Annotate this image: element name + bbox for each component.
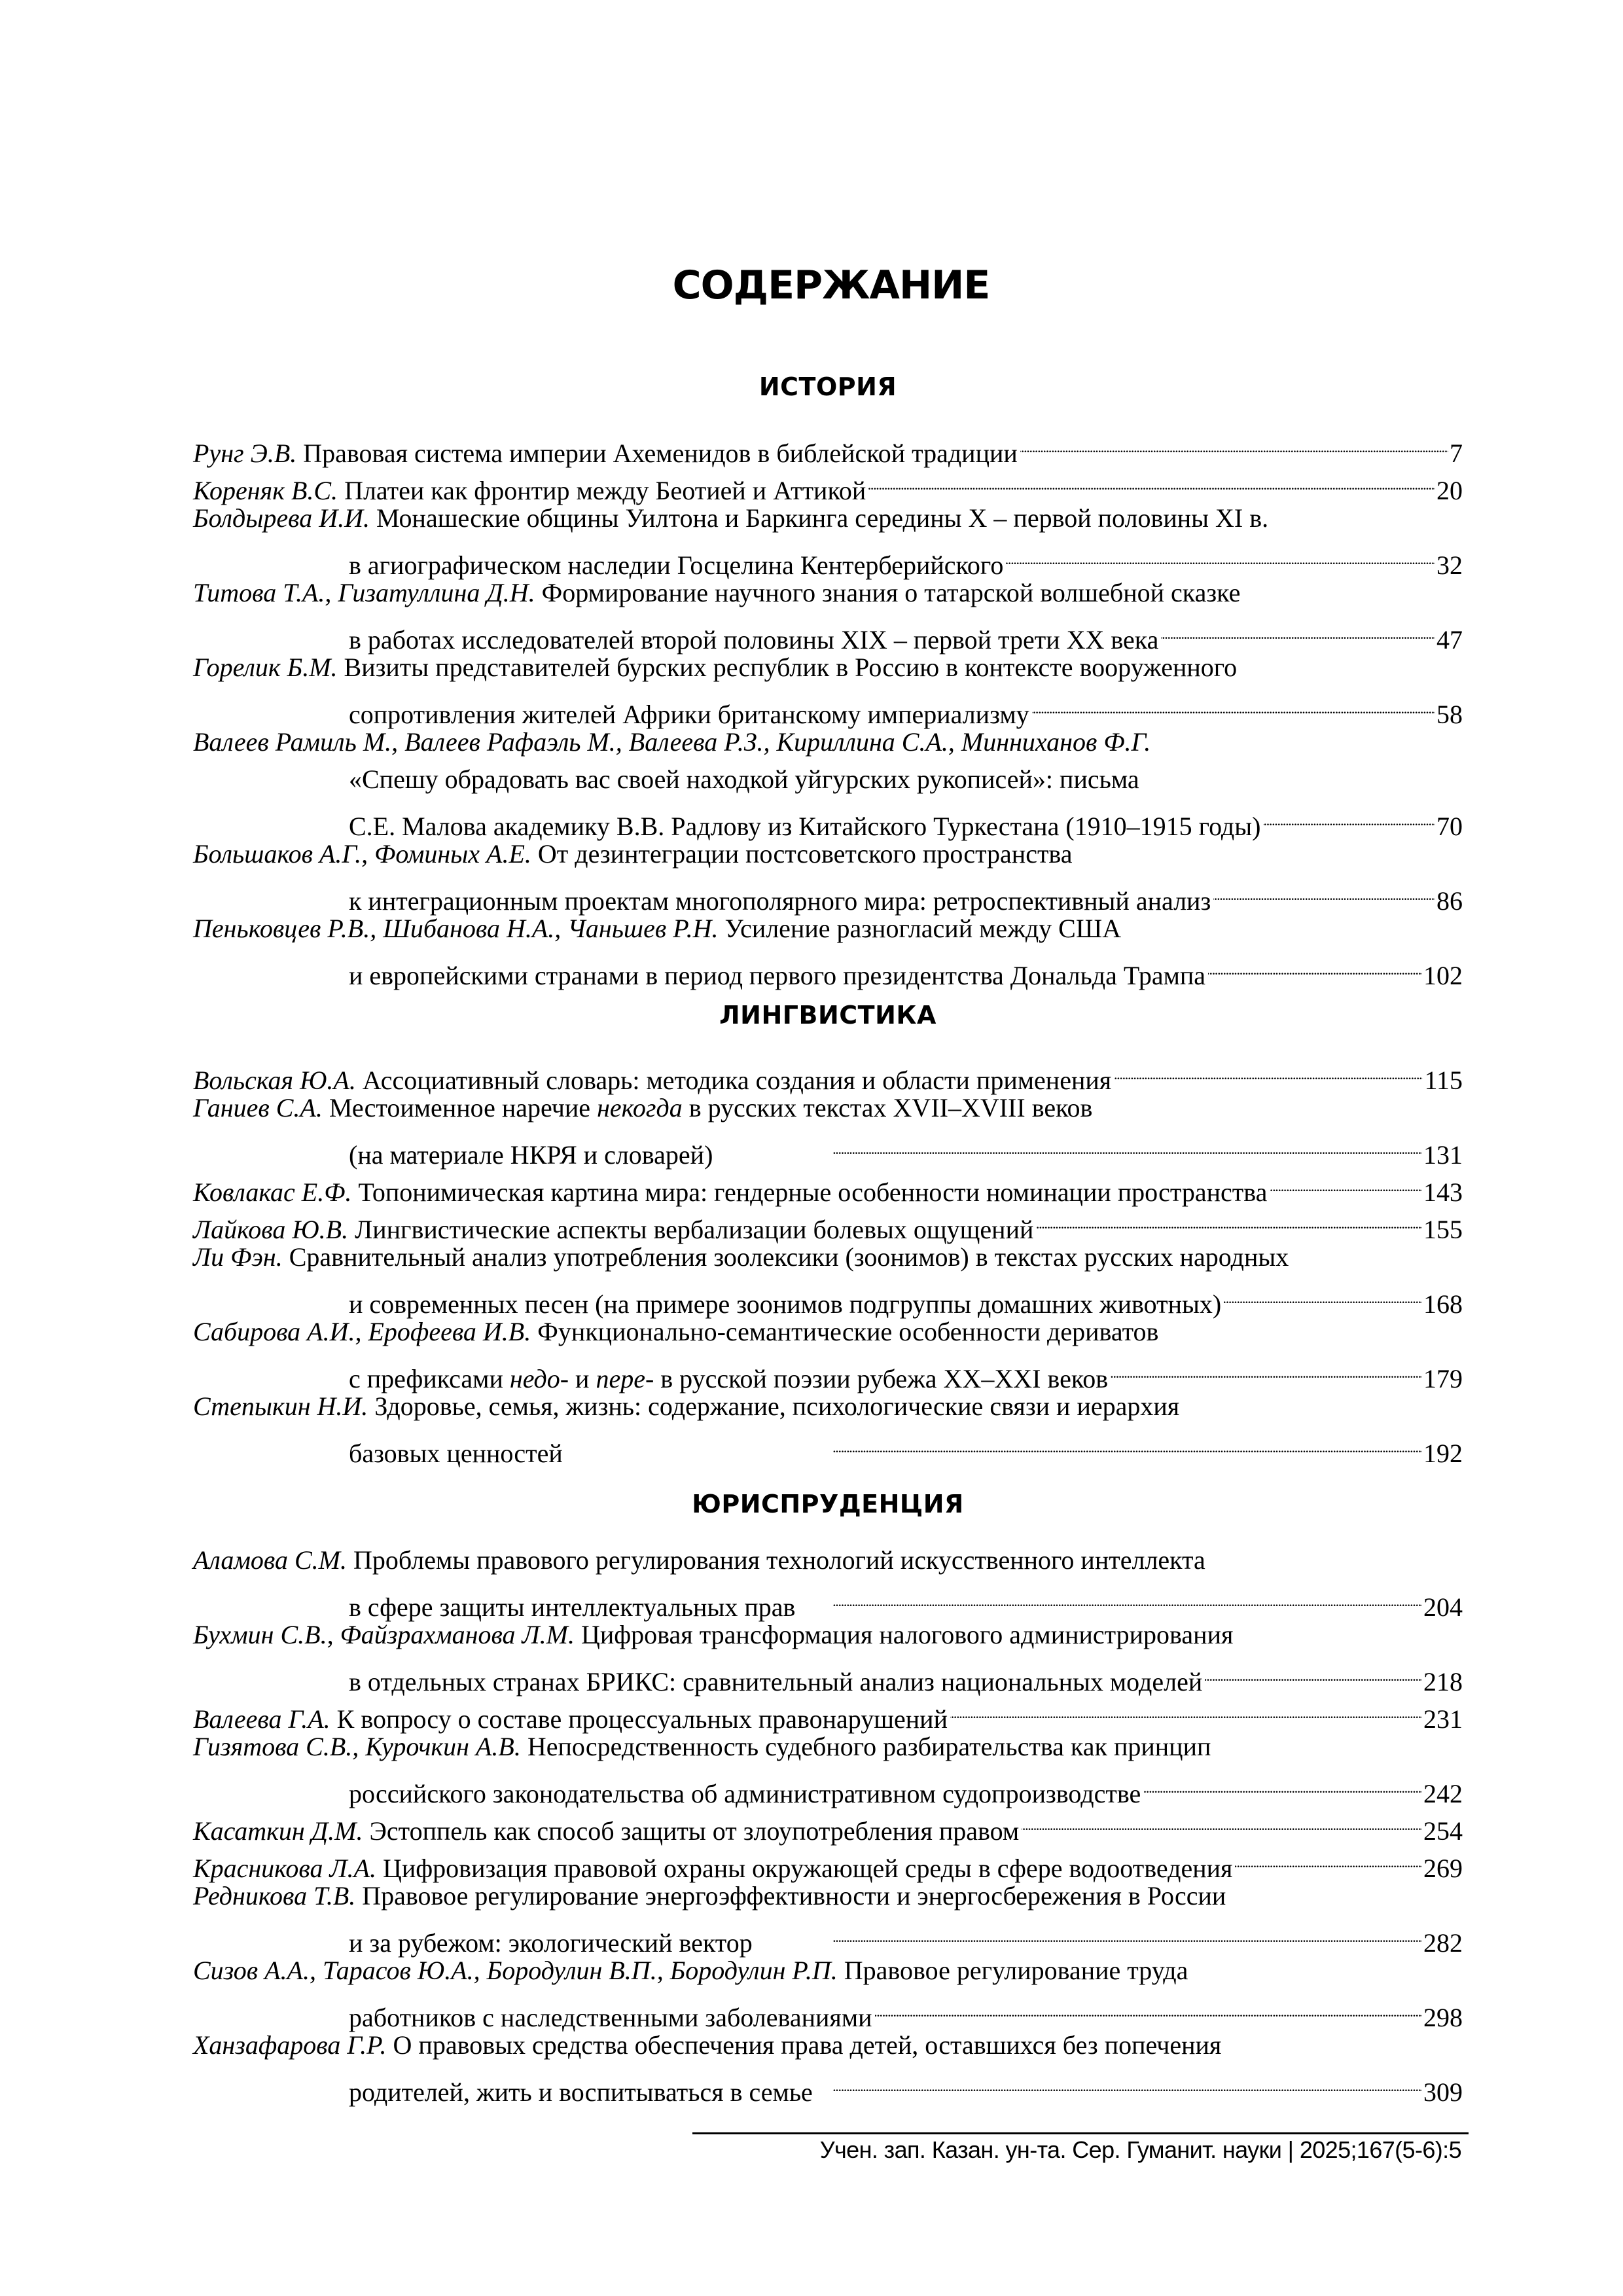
dot-leader	[1111, 1350, 1422, 1388]
toc-entry[interactable]	[193, 499, 1463, 580]
entry-first-line	[193, 1164, 1463, 1207]
entry-page-number[interactable]: 143	[1423, 1177, 1463, 1207]
entry-title-italic-term: пере-	[596, 1364, 654, 1393]
entry-continuation-line	[193, 2064, 1463, 2107]
entry-title-text: к интеграционным проектам многополярного мира: ретроспективный анализ	[349, 886, 1211, 916]
entry-first-line	[193, 1616, 1463, 1653]
entry-title-text: Усиление разногласий между США	[724, 914, 1122, 943]
entry-first-line	[193, 723, 1463, 761]
entry-page-number[interactable]: 282	[1423, 1928, 1463, 1958]
entry-authors: Титова Т.А., Гизатуллина Д.Н.	[193, 578, 535, 607]
toc-entry[interactable]	[193, 1803, 1463, 1846]
entry-page-number[interactable]: 20	[1436, 476, 1463, 505]
toc-entry[interactable]	[193, 1728, 1463, 1808]
entry-title	[349, 957, 1205, 994]
section-heading: ИСТОРИЯ	[758, 372, 897, 401]
entry-title-text: и европейскими странами в период первого президентства Дональда Трампа	[349, 961, 1206, 990]
entry-authors: Сабирова А.И., Ерофеева И.В.	[193, 1317, 531, 1346]
entry-title-text: Сравнительный анализ употребления зоолексики (зоонимов) в текстах русских народных	[289, 1242, 1289, 1272]
entry-first-line	[193, 499, 1463, 537]
entry-authors: Ханзафарова Г.Р.	[193, 2030, 387, 2060]
entry-authors: Ковлакас Е.Ф.	[193, 1177, 352, 1207]
toc-entry[interactable]	[193, 910, 1463, 990]
entry-title-text: Лингвистические аспекты вербализации болевых ощущений	[355, 1215, 1034, 1244]
entry-title-text: и за рубежом: экологический вектор	[349, 1928, 753, 1958]
entry-first-line	[193, 1952, 1463, 1989]
toc-entry[interactable]	[193, 1691, 1463, 1734]
toc-entry[interactable]	[193, 1877, 1463, 1958]
entry-title-text: Здоровье, семья, жизнь: содержание, психологические связи и иерархия	[374, 1391, 1180, 1421]
entry-title-text: сопротивления жителей Африки британскому империализму	[349, 700, 1029, 729]
toc-entry[interactable]	[193, 1052, 1463, 1095]
entry-title-text: Монашеские общины Уилтона и Баркинга середины X – первой половины XI в.	[376, 503, 1269, 533]
entry-continuation-line	[193, 1765, 1463, 1808]
entry-continuation-line	[193, 1989, 1463, 2032]
entry-authors: Горелик Б.М.	[193, 653, 338, 682]
entry-title-text: (на материале НКРЯ и словарей)	[349, 1140, 713, 1170]
entry-first-line	[193, 1803, 1463, 1846]
entry-page-number[interactable]: 218	[1423, 1667, 1463, 1696]
toc-entry[interactable]	[193, 574, 1463, 655]
entry-first-line	[193, 1877, 1463, 1914]
toc-entry[interactable]	[193, 835, 1463, 916]
entry-page-number[interactable]: 32	[1436, 550, 1463, 580]
entry-title	[349, 2073, 813, 2111]
entry-first-line	[193, 910, 1463, 947]
entry-title	[349, 761, 1139, 798]
entry-title	[193, 1728, 1211, 1765]
entry-page-number[interactable]: 192	[1423, 1439, 1463, 1468]
entry-page-number[interactable]: 70	[1436, 812, 1463, 841]
entry-title-text: в русских текстах XVII–XVIII веков	[682, 1093, 1093, 1122]
entry-authors: Пеньковцев Р.В., Шибанова Н.А., Чаньшев Р.Н.	[193, 914, 719, 943]
entry-continuation-line	[193, 1126, 1463, 1170]
entry-authors: Ли Фэн.	[193, 1242, 283, 1272]
dot-leader	[565, 1425, 1422, 1462]
entry-continuation-line	[193, 798, 1463, 841]
entry-authors: Валеев Рамиль М., Валеев Рафаэль М., Валеева Р.З., Кириллина С.А., Минниханов Ф.Г.	[193, 727, 1151, 757]
toc-entry[interactable]	[193, 649, 1463, 729]
entry-authors: Степыкин Н.И.	[193, 1391, 368, 1421]
dot-leader	[1036, 1201, 1422, 1238]
entry-page-number[interactable]: 131	[1423, 1140, 1463, 1170]
dot-leader	[1020, 425, 1448, 462]
footer-citation	[820, 2135, 1461, 2165]
entry-title	[193, 1388, 1179, 1425]
entry-title-text: российского законодательства об административном судопроизводстве	[349, 1779, 1141, 1808]
entry-page-number[interactable]: 86	[1436, 886, 1463, 916]
dot-leader	[1006, 537, 1435, 574]
entry-continuation-line	[193, 537, 1463, 580]
entry-title	[193, 910, 1121, 947]
entry-page-number[interactable]: 115	[1424, 1066, 1463, 1095]
entry-title	[193, 723, 1150, 761]
toc-entry[interactable]	[193, 1616, 1463, 1696]
entry-first-line	[193, 835, 1463, 872]
dot-leader	[1235, 1840, 1422, 1877]
entry-title	[193, 1541, 1205, 1579]
dot-leader	[1161, 611, 1435, 649]
entry-authors: Вольская Ю.А.	[193, 1066, 356, 1095]
dot-leader	[868, 462, 1435, 499]
dot-leader	[1143, 1765, 1422, 1803]
toc-entry[interactable]	[193, 1313, 1463, 1393]
entry-first-line	[193, 1313, 1463, 1350]
entry-first-line	[193, 1691, 1463, 1734]
dot-leader	[1213, 872, 1435, 910]
entry-first-line	[193, 425, 1463, 468]
entry-title-text: базовых ценностей	[349, 1439, 563, 1468]
entry-title-text: Правовая система империи Ахеменидов в библейской традиции	[303, 439, 1018, 468]
entry-authors: Лайкова Ю.В.	[193, 1215, 349, 1244]
entry-authors: Гизятова С.В., Курочкин А.В.	[193, 1732, 521, 1761]
dot-leader	[815, 2064, 1422, 2101]
toc-entry[interactable]	[193, 723, 1463, 841]
entry-first-line	[193, 1728, 1463, 1765]
entry-continuation-line	[193, 947, 1463, 990]
entry-authors: Большаков А.Г., Фоминых А.Е.	[193, 839, 531, 869]
entry-title	[193, 649, 1237, 686]
entry-authors: Бухмин С.В., Файзрахманова Л.М.	[193, 1620, 575, 1649]
entry-title	[193, 1952, 1188, 1989]
entry-title	[193, 2026, 1221, 2064]
entry-page-number[interactable]: 58	[1436, 700, 1463, 729]
entry-first-line	[193, 1089, 1463, 1126]
toc-entry[interactable]	[193, 1541, 1463, 1622]
entry-title	[193, 1089, 1092, 1126]
entry-title-text: Функционально-семантические особенности дериватов	[537, 1317, 1159, 1346]
entry-first-line	[193, 1052, 1463, 1095]
entry-title-text: в работах исследователей второй половины XIX – первой трети XX века	[349, 625, 1159, 655]
section-entries	[193, 425, 1463, 990]
toc-entry[interactable]	[193, 1238, 1463, 1319]
footer-issue: 2025;167(5-6):5	[1299, 2136, 1461, 2163]
entry-continuation-line	[193, 761, 1463, 798]
entry-title-text: и современных песен (на примере зоонимов подгруппы домашних животных)	[349, 1289, 1222, 1319]
entry-title-text: «Спешу обрадовать вас своей находкой уйгурских рукописей»: письма	[349, 764, 1139, 794]
entry-title-text: и	[569, 1364, 596, 1393]
entry-title	[193, 574, 1240, 611]
entry-first-line	[193, 1388, 1463, 1425]
entry-continuation-line	[193, 611, 1463, 655]
entry-page-number[interactable]: 254	[1423, 1816, 1463, 1846]
entry-title-text: родителей, жить и воспитываться в семье	[349, 2077, 813, 2107]
dot-leader	[1032, 686, 1435, 723]
entry-first-line	[193, 2026, 1463, 2064]
entry-page-number[interactable]: 168	[1423, 1289, 1463, 1319]
entry-title-italic-term: некогда	[597, 1093, 683, 1122]
footer-journal: Учен. зап. Казан. ун-та. Сер. Гуманит. науки	[819, 2136, 1282, 2163]
entry-authors: Валеева Г.А.	[193, 1704, 330, 1734]
entry-continuation-line	[193, 1425, 1463, 1468]
entry-title	[193, 835, 1073, 872]
entry-authors: Аламова С.М.	[193, 1545, 347, 1575]
page-title: СОДЕРЖАНИЕ	[672, 262, 990, 308]
dot-leader	[875, 1989, 1422, 2026]
toc-entry[interactable]	[193, 1388, 1463, 1468]
entry-title-text: Проблемы правового регулирования технологий искусственного интеллекта	[353, 1545, 1205, 1575]
entry-title-text: Правовое регулирование труда	[844, 1956, 1188, 1985]
entry-authors: Касаткин Д.М.	[193, 1816, 363, 1846]
entry-title-text: Цифровизация правовой охраны окружающей среды в сфере водоотведения	[382, 1854, 1233, 1883]
entry-authors: Болдырева И.И.	[193, 503, 370, 533]
entry-title-text: Визиты представителей бурских республик в Россию в контексте вооруженного	[344, 653, 1238, 682]
dot-leader	[1114, 1052, 1423, 1089]
entry-title-text: Цифровая трансформация налогового администрирования	[580, 1620, 1234, 1649]
entry-title-italic-term: недо-	[509, 1364, 569, 1393]
dot-leader	[798, 1579, 1422, 1616]
toc-entry[interactable]	[193, 2026, 1463, 2107]
entry-title-text: в русской поэзии рубежа XX–XXI веков	[654, 1364, 1109, 1393]
entry-continuation-line	[193, 1350, 1463, 1393]
entry-page-number[interactable]: 47	[1436, 625, 1463, 655]
entry-page-number[interactable]: 231	[1423, 1704, 1463, 1734]
toc-entry[interactable]	[193, 1089, 1463, 1170]
entry-title-text: Формирование научного знания о татарской волшебной сказке	[541, 578, 1241, 607]
section-heading: ЮРИСПРУДЕНЦИЯ	[692, 1490, 964, 1518]
entry-page-number[interactable]: 204	[1423, 1592, 1463, 1622]
entry-title-text: Топонимическая картина мира: гендерные особенности номинации пространства	[358, 1177, 1268, 1207]
entry-first-line	[193, 1238, 1463, 1276]
entry-title-text: в сфере защиты интеллектуальных прав	[349, 1592, 796, 1622]
entry-first-line	[193, 1840, 1463, 1883]
entry-title-text: Местоименное наречие	[329, 1093, 597, 1122]
dot-leader	[715, 1126, 1422, 1164]
entry-title-text: с префиксами	[349, 1364, 510, 1393]
entry-title-text: Платеи как фронтир между Беотией и Аттикой	[344, 476, 866, 505]
entry-page-number[interactable]: 7	[1450, 439, 1463, 468]
entry-first-line	[193, 462, 1463, 505]
entry-title-text: работников с наследственными заболеваниями	[349, 2003, 872, 2032]
dot-leader	[1208, 947, 1422, 984]
entry-authors: Редникова Т.В.	[193, 1881, 356, 1910]
entry-title-text: в отдельных странах БРИКС: сравнительный анализ национальных моделей	[349, 1667, 1203, 1696]
entry-page-number[interactable]: 269	[1423, 1854, 1463, 1883]
entry-title-text: Эстоппель как способ защиты от злоупотребления правом	[369, 1816, 1020, 1846]
entry-page-number[interactable]: 179	[1423, 1364, 1463, 1393]
entry-title-text: в агиографическом наследии Госцелина Кентерберийского	[349, 550, 1004, 580]
entry-page-number[interactable]: 242	[1423, 1779, 1463, 1808]
entry-page-number[interactable]: 102	[1423, 961, 1463, 990]
entry-title-text: Правовое регулирование энергоэффективности и энергосбережения в России	[362, 1881, 1226, 1910]
section-heading: ЛИНГВИСТИКА	[719, 1001, 936, 1030]
dot-leader	[755, 1914, 1422, 1952]
entry-continuation-line	[193, 1653, 1463, 1696]
entry-first-line	[193, 649, 1463, 686]
toc-entry[interactable]	[193, 1840, 1463, 1883]
section-entries	[193, 1541, 1463, 2107]
toc-entry[interactable]	[193, 1164, 1463, 1207]
entry-continuation-line	[193, 686, 1463, 729]
entry-continuation-line	[193, 1914, 1463, 1958]
entry-title	[193, 1877, 1226, 1914]
dot-leader	[1270, 1164, 1422, 1201]
entry-continuation-line	[193, 872, 1463, 916]
entry-first-line	[193, 1541, 1463, 1579]
toc-entry[interactable]	[193, 462, 1463, 505]
entry-continuation-line	[193, 1276, 1463, 1319]
entry-page-number[interactable]: 298	[1423, 2003, 1463, 2032]
dot-leader	[1205, 1653, 1422, 1691]
entry-first-line	[193, 574, 1463, 611]
entry-page-number[interactable]: 155	[1423, 1215, 1463, 1244]
entry-title-text: С.Е. Малова академику В.В. Радлову из Китайского Туркестана (1910–1915 годы)	[349, 812, 1261, 841]
dot-leader	[1224, 1276, 1422, 1313]
footer-divider	[692, 2132, 1469, 2134]
dot-leader	[1263, 798, 1435, 835]
footer-separator: |	[1287, 2136, 1294, 2163]
entry-page-number[interactable]: 309	[1423, 2077, 1463, 2107]
section-entries	[193, 1052, 1463, 1468]
entry-title-text: От дезинтеграции постсоветского пространства	[537, 839, 1073, 869]
dot-leader	[1022, 1803, 1422, 1840]
entry-title	[193, 1238, 1289, 1276]
entry-authors: Сизов А.А., Тарасов Ю.А., Бородулин В.П., Бородулин Р.П.	[193, 1956, 838, 1985]
toc-entry[interactable]	[193, 1952, 1463, 2032]
entry-title	[193, 499, 1268, 537]
toc-entry[interactable]	[193, 425, 1463, 468]
entry-authors: Ганиев С.А.	[193, 1093, 323, 1122]
entry-title	[349, 1435, 563, 1472]
toc-entry[interactable]	[193, 1201, 1463, 1244]
entry-authors: Рунг Э.В.	[193, 439, 297, 468]
entry-title	[193, 1313, 1158, 1350]
dot-leader	[950, 1691, 1422, 1728]
entry-authors: Красникова Л.А.	[193, 1854, 376, 1883]
entry-title-text: Ассоциативный словарь: методика создания и области применения	[362, 1066, 1112, 1095]
entry-title	[193, 1616, 1233, 1653]
entry-continuation-line	[193, 1579, 1463, 1622]
entry-authors: Кореняк В.С.	[193, 476, 338, 505]
entry-title-text: О правовых средства обеспечения права детей, оставшихся без попечения	[393, 2030, 1222, 2060]
entry-first-line	[193, 1201, 1463, 1244]
entry-title-text: Непосредственность судебного разбирательства как принцип	[527, 1732, 1211, 1761]
entry-title-text: К вопросу о составе процессуальных правонарушений	[336, 1704, 948, 1734]
